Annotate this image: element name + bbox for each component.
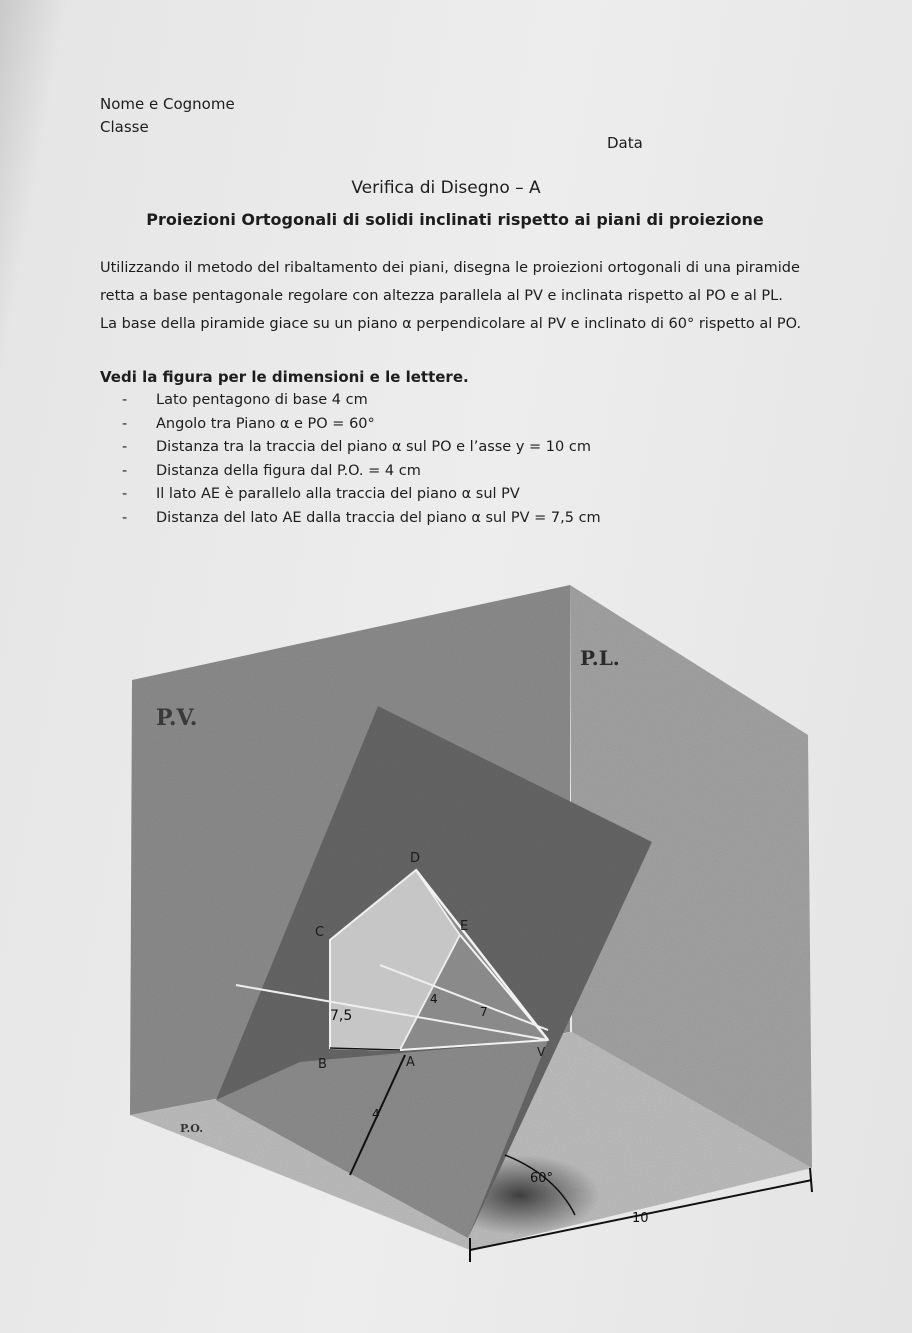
label-dim-7-5: 7,5 — [330, 1008, 353, 1024]
instructions-line-1: Utilizzando il metodo del ribaltamento dei piani, disegna le proiezioni ortogonali di una piramide — [100, 260, 800, 276]
label-vertex-c: C — [315, 925, 325, 940]
requirement-text: Il lato AE è parallelo alla traccia del piano α sul PV — [156, 486, 520, 502]
label-vertex-d: D — [410, 851, 421, 866]
bullet-dash: - — [122, 392, 128, 408]
label-vertex-a: A — [406, 1055, 415, 1070]
list-item — [122, 510, 601, 534]
list-item — [122, 463, 601, 487]
figure-intro: Vedi la figura per le dimensioni e le lettere. — [100, 368, 469, 386]
date-label: Data — [607, 134, 643, 152]
bullet-dash: - — [122, 439, 128, 455]
label-pv: P.V. — [156, 705, 198, 731]
bullet-dash: - — [122, 509, 128, 526]
dim-tick-10-right — [810, 1168, 812, 1192]
list-item — [122, 392, 601, 416]
label-vertex-e: E — [460, 919, 469, 934]
requirement-text: Distanza del lato AE dalla traccia del piano α sul PV = 7,5 cm — [156, 509, 601, 526]
page-title: Verifica di Disegno – A — [351, 178, 541, 198]
label-vertex-v: V — [537, 1045, 546, 1059]
page-subtitle: Proiezioni Ortogonali di solidi inclinati rispetto ai piani di proiezione — [146, 210, 764, 229]
instructions-line-3: La base della piramide giace su un piano α perpendicolare al PV e inclinato di 60° rispetto al PO. — [100, 316, 802, 332]
name-label: Nome e Cognome — [100, 95, 235, 113]
list-item — [122, 486, 601, 510]
label-dim-4-side: 4 — [430, 992, 438, 1006]
instructions-line-2: retta a base pentagonale regolare con altezza parallela al PV e inclinata rispetto al PO e al PL. — [100, 288, 783, 304]
label-dim-10: 10 — [632, 1211, 649, 1226]
bullet-dash: - — [122, 462, 128, 479]
bullet-dash: - — [122, 486, 128, 502]
requirements-list — [122, 392, 601, 533]
label-po: P.O. — [180, 1122, 204, 1135]
list-item — [122, 416, 601, 440]
label-angle-60: 60° — [530, 1171, 554, 1186]
projection-figure — [0, 550, 912, 1333]
label-pl: P.L. — [580, 646, 620, 670]
label-vertex-b: B — [318, 1057, 327, 1072]
label-dim-7: 7 — [480, 1005, 488, 1019]
list-item — [122, 439, 601, 463]
requirement-text: Distanza della figura dal P.O. = 4 cm — [156, 462, 421, 479]
bullet-dash: - — [122, 415, 128, 432]
class-label: Classe — [100, 118, 149, 136]
label-dim-4-height: 4 — [372, 1107, 380, 1121]
requirement-text: Distanza tra la traccia del piano α sul PO e l’asse y = 10 cm — [156, 439, 591, 455]
requirement-text: Lato pentagono di base 4 cm — [156, 392, 368, 408]
requirement-text: Angolo tra Piano α e PO = 60° — [156, 415, 375, 432]
